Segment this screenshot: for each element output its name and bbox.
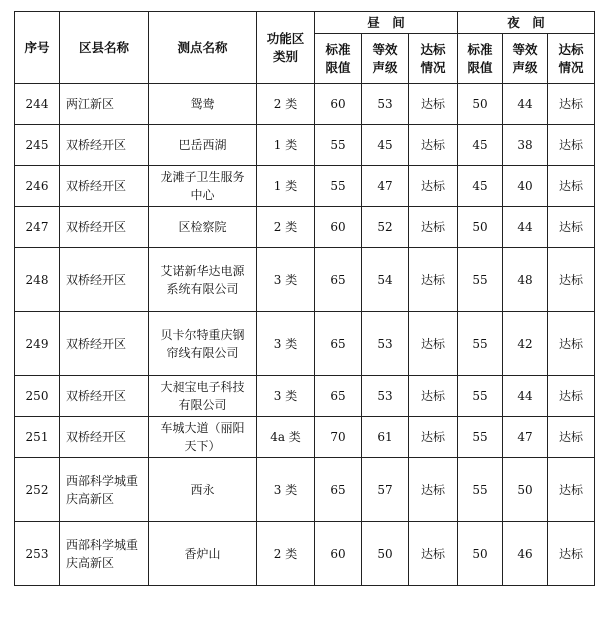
cell-night-status: 达标	[548, 166, 595, 207]
cell-night-status: 达标	[548, 376, 595, 417]
cell-night-leq: 50	[503, 458, 548, 522]
cell-point: 西永	[149, 458, 257, 522]
cell-night-std: 55	[458, 376, 503, 417]
noise-monitoring-table	[14, 11, 595, 586]
cell-zone: 4a 类	[257, 417, 315, 458]
cell-district: 双桥经开区	[60, 166, 149, 207]
cell-day-leq: 47	[362, 166, 409, 207]
cell-day-leq: 53	[362, 84, 409, 125]
table-row	[15, 417, 595, 458]
cell-night-std: 55	[458, 417, 503, 458]
cell-no: 250	[15, 376, 60, 417]
cell-day-std: 65	[315, 312, 362, 376]
cell-night-std: 55	[458, 248, 503, 312]
cell-district: 两江新区	[60, 84, 149, 125]
cell-night-std: 45	[458, 125, 503, 166]
cell-zone: 2 类	[257, 207, 315, 248]
cell-night-status: 达标	[548, 248, 595, 312]
cell-no: 249	[15, 312, 60, 376]
cell-day-std: 70	[315, 417, 362, 458]
cell-zone: 1 类	[257, 166, 315, 207]
cell-day-leq: 50	[362, 522, 409, 586]
cell-district: 双桥经开区	[60, 417, 149, 458]
cell-day-status: 达标	[409, 125, 458, 166]
cell-point: 贝卡尔特重庆钢帘线有限公司	[149, 312, 257, 376]
cell-point: 巴岳西湖	[149, 125, 257, 166]
cell-day-leq: 53	[362, 376, 409, 417]
cell-day-status: 达标	[409, 522, 458, 586]
cell-day-status: 达标	[409, 458, 458, 522]
table-row	[15, 522, 595, 586]
table-row	[15, 207, 595, 248]
cell-night-leq: 46	[503, 522, 548, 586]
cell-day-leq: 61	[362, 417, 409, 458]
cell-night-std: 55	[458, 312, 503, 376]
cell-day-std: 65	[315, 248, 362, 312]
cell-point: 艾诺新华达电源系统有限公司	[149, 248, 257, 312]
cell-night-leq: 40	[503, 166, 548, 207]
cell-night-std: 45	[458, 166, 503, 207]
header-zone: 功能区类别	[257, 12, 315, 84]
cell-no: 248	[15, 248, 60, 312]
cell-day-status: 达标	[409, 248, 458, 312]
cell-district: 西部科学城重庆高新区	[60, 522, 149, 586]
cell-no: 247	[15, 207, 60, 248]
header-district: 区县名称	[60, 12, 149, 84]
cell-day-status: 达标	[409, 207, 458, 248]
noise-table-container	[14, 11, 595, 586]
cell-no: 245	[15, 125, 60, 166]
cell-day-status: 达标	[409, 84, 458, 125]
header-night: 夜 间	[458, 12, 595, 34]
cell-district: 双桥经开区	[60, 125, 149, 166]
header-seq: 序号	[15, 12, 60, 84]
cell-night-leq: 47	[503, 417, 548, 458]
cell-zone: 3 类	[257, 312, 315, 376]
cell-night-leq: 44	[503, 207, 548, 248]
cell-district: 双桥经开区	[60, 312, 149, 376]
cell-night-std: 50	[458, 522, 503, 586]
cell-day-std: 55	[315, 166, 362, 207]
cell-day-status: 达标	[409, 376, 458, 417]
cell-day-std: 60	[315, 84, 362, 125]
cell-night-leq: 42	[503, 312, 548, 376]
table-row	[15, 376, 595, 417]
table-row	[15, 125, 595, 166]
cell-night-status: 达标	[548, 522, 595, 586]
cell-no: 253	[15, 522, 60, 586]
cell-zone: 2 类	[257, 522, 315, 586]
cell-night-std: 55	[458, 458, 503, 522]
cell-day-std: 60	[315, 522, 362, 586]
cell-day-std: 55	[315, 125, 362, 166]
cell-night-leq: 44	[503, 376, 548, 417]
cell-point: 车城大道（丽阳天下）	[149, 417, 257, 458]
cell-district: 双桥经开区	[60, 376, 149, 417]
cell-night-status: 达标	[548, 84, 595, 125]
header-day-std: 标准限值	[315, 34, 362, 84]
cell-district: 双桥经开区	[60, 207, 149, 248]
cell-district: 西部科学城重庆高新区	[60, 458, 149, 522]
cell-night-std: 50	[458, 207, 503, 248]
cell-no: 252	[15, 458, 60, 522]
cell-day-leq: 45	[362, 125, 409, 166]
cell-no: 244	[15, 84, 60, 125]
table-row	[15, 312, 595, 376]
cell-day-leq: 53	[362, 312, 409, 376]
table-row	[15, 166, 595, 207]
cell-point: 香炉山	[149, 522, 257, 586]
header-night-status: 达标情况	[548, 34, 595, 84]
cell-night-status: 达标	[548, 207, 595, 248]
cell-zone: 3 类	[257, 248, 315, 312]
header-night-std: 标准限值	[458, 34, 503, 84]
cell-day-status: 达标	[409, 417, 458, 458]
cell-point: 大昶宝电子科技有限公司	[149, 376, 257, 417]
cell-point: 区检察院	[149, 207, 257, 248]
header-row-top	[15, 12, 595, 34]
cell-zone: 3 类	[257, 376, 315, 417]
cell-night-leq: 48	[503, 248, 548, 312]
cell-day-std: 65	[315, 376, 362, 417]
cell-day-leq: 57	[362, 458, 409, 522]
cell-night-status: 达标	[548, 417, 595, 458]
header-day: 昼 间	[315, 12, 458, 34]
header-day-leq: 等效声级	[362, 34, 409, 84]
cell-zone: 1 类	[257, 125, 315, 166]
cell-day-status: 达标	[409, 312, 458, 376]
table-row	[15, 248, 595, 312]
cell-night-std: 50	[458, 84, 503, 125]
table-row	[15, 84, 595, 125]
cell-day-std: 60	[315, 207, 362, 248]
cell-day-leq: 52	[362, 207, 409, 248]
cell-no: 246	[15, 166, 60, 207]
header-night-leq: 等效声级	[503, 34, 548, 84]
cell-night-leq: 44	[503, 84, 548, 125]
table-row	[15, 458, 595, 522]
cell-day-std: 65	[315, 458, 362, 522]
cell-point: 龙滩子卫生服务中心	[149, 166, 257, 207]
cell-day-status: 达标	[409, 166, 458, 207]
header-day-status: 达标情况	[409, 34, 458, 84]
cell-night-status: 达标	[548, 125, 595, 166]
cell-zone: 3 类	[257, 458, 315, 522]
cell-night-status: 达标	[548, 458, 595, 522]
cell-no: 251	[15, 417, 60, 458]
header-point: 测点名称	[149, 12, 257, 84]
cell-point: 鸳鸯	[149, 84, 257, 125]
cell-district: 双桥经开区	[60, 248, 149, 312]
cell-night-leq: 38	[503, 125, 548, 166]
cell-night-status: 达标	[548, 312, 595, 376]
cell-zone: 2 类	[257, 84, 315, 125]
cell-day-leq: 54	[362, 248, 409, 312]
